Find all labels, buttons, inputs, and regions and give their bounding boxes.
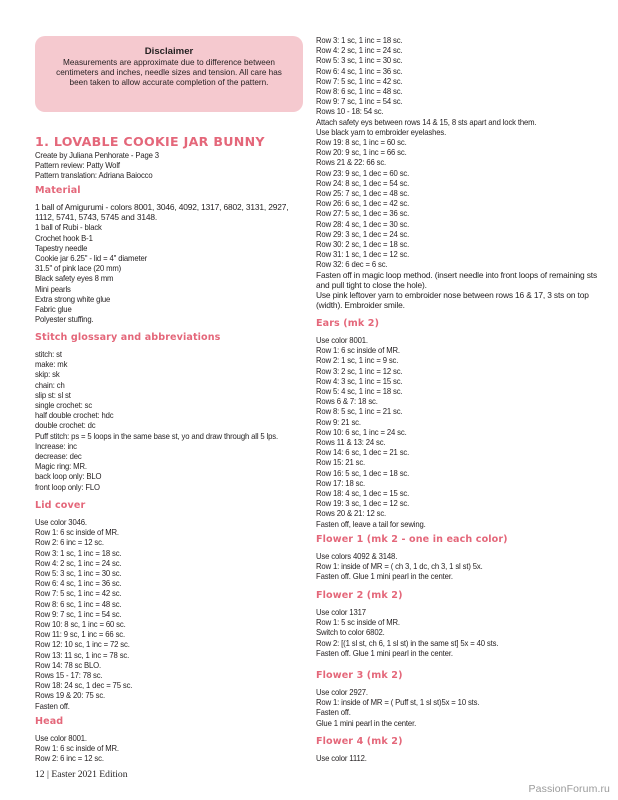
glossary-section — [35, 332, 303, 492]
list-item: Use color 1112. — [316, 753, 367, 763]
footer-divider: | — [47, 769, 52, 780]
list-item: Increase: inc — [35, 440, 77, 451]
list-item: Row 24: 8 sc, 1 dec = 54 sc. — [316, 177, 410, 188]
list-item: Rows 11 & 13: 24 sc. — [316, 437, 386, 448]
section-heading: Material — [35, 185, 81, 196]
list-item: Row 2: 1 sc, 1 inc = 9 sc. — [316, 355, 399, 366]
list-item: Rows 6 & 7: 18 sc. — [316, 396, 378, 407]
list-item: Row 3: 1 sc, 1 inc = 18 sc. — [35, 547, 122, 558]
list-item: Row 12: 10 sc, 1 inc = 72 sc. — [35, 639, 130, 650]
list-item: Row 3: 2 sc, 1 inc = 12 sc. — [316, 365, 403, 376]
list-item: Magic ring: MR. — [35, 461, 87, 472]
lid-section — [35, 500, 303, 711]
list-item: Row 8: 6 sc, 1 inc = 48 sc. — [316, 86, 403, 97]
list-item: Row 7: 5 sc, 1 inc = 42 sc. — [35, 588, 122, 599]
material-section — [35, 185, 303, 324]
list-item: Row 27: 5 sc, 1 dec = 36 sc. — [316, 208, 410, 219]
list-item: half double crochet: hdc — [35, 410, 114, 421]
list-item: stitch: st — [35, 349, 62, 359]
list-item: Row 25: 7 sc, 1 dec = 48 sc. — [316, 188, 410, 199]
list-item: Row 8: 5 sc, 1 inc = 21 sc. — [316, 406, 403, 417]
list-item: Row 16: 5 sc, 1 dec = 18 sc. — [316, 467, 410, 478]
pattern-title: 1. LOVABLE COOKIE JAR BUNNY — [35, 134, 265, 149]
list-item: Row 5: 3 sc, 1 inc = 30 sc. — [316, 55, 403, 66]
list-item: Row 4: 2 sc, 1 inc = 24 sc. — [35, 557, 122, 568]
list-item: Row 29: 3 sc, 1 dec = 24 sc. — [316, 228, 410, 239]
list-item: Row 19: 8 sc, 1 inc = 60 sc. — [316, 137, 407, 148]
list-item: Use color 1317 — [316, 607, 366, 617]
list-item: Use color 8001. — [35, 733, 87, 743]
watermark: PassionForum.ru — [528, 783, 610, 795]
flower3-section — [316, 670, 606, 728]
list-item: Row 31: 1 sc, 1 dec = 12 sc. — [316, 249, 410, 260]
list-item: Glue 1 mini pearl in the center. — [316, 717, 417, 728]
list-item: Rows 10 - 18: 54 sc. — [316, 106, 384, 117]
page-number: 12 — [35, 769, 45, 780]
list-item: Fasten off. — [316, 707, 351, 718]
list-item: Row 1: 6 sc inside of MR. — [35, 743, 119, 754]
flower1-section — [316, 534, 606, 582]
page-footer — [35, 769, 128, 780]
list-item: chain: ch — [35, 379, 65, 390]
list-item: Row 19: 3 sc, 1 dec = 12 sc. — [316, 498, 410, 509]
flower4-section — [316, 736, 606, 763]
list-item: Row 5: 4 sc, 1 inc = 18 sc. — [316, 386, 403, 397]
list-item: Row 13: 11 sc, 1 inc = 78 sc. — [35, 649, 130, 660]
list-item: Row 10: 8 sc, 1 inc = 60 sc. — [35, 619, 126, 630]
credit-line: Create by Juliana Penhorate - Page 3 — [35, 150, 159, 160]
section-heading: Flower 3 (mk 2) — [316, 670, 403, 681]
list-item: Row 6: 4 sc, 1 inc = 36 sc. — [316, 65, 403, 76]
list-item: decrease: dec — [35, 451, 82, 462]
credit-line: Pattern translation: Adriana Baiocco — [35, 170, 153, 181]
list-item: Row 4: 2 sc, 1 inc = 24 sc. — [316, 45, 403, 56]
list-item: Row 4: 3 sc, 1 inc = 15 sc. — [316, 375, 403, 386]
list-item: Use black yarn to embroider eyelashes. — [316, 126, 447, 137]
pattern-header — [35, 134, 303, 181]
list-item: front loop only: FLO — [35, 481, 100, 492]
list-item: Extra strong white glue — [35, 293, 111, 304]
list-item: Row 17: 18 sc. — [316, 477, 366, 488]
yarn-note: 1 ball of Amigurumi - colors 8001, 3046, 4092, 1317, 6802, 3131, 2927, 1112, 5741, 5743, 5745 and 3148. — [35, 202, 289, 223]
list-item: Row 10: 6 sc, 1 inc = 24 sc. — [316, 426, 407, 437]
section-heading: Stitch glossary and abbreviations — [35, 332, 221, 343]
list-item: Use color 2927. — [316, 687, 368, 697]
list-item: Row 2: 6 inc = 12 sc. — [35, 753, 104, 764]
section-heading: Lid cover — [35, 500, 86, 511]
list-item: Row 8: 6 sc, 1 inc = 48 sc. — [35, 598, 122, 609]
list-item: Row 1: inside of MR = ( ch 3, 1 dc, ch 3, 1 sl st) 5x. — [316, 561, 483, 572]
list-item: Use color 8001. — [316, 335, 368, 345]
list-item: Row 26: 6 sc, 1 dec = 42 sc. — [316, 198, 410, 209]
list-item: Row 18: 4 sc, 1 dec = 15 sc. — [316, 488, 410, 499]
list-item: Rows 21 & 22: 66 sc. — [316, 157, 387, 168]
list-item: Switch to color 6802. — [316, 627, 385, 638]
list-item: Row 7: 5 sc, 1 inc = 42 sc. — [316, 75, 403, 86]
list-item: Row 1: 6 sc inside of MR. — [316, 345, 400, 356]
list-item: Fasten off. Glue 1 mini pearl in the center. — [316, 647, 453, 658]
list-item: Row 9: 21 sc. — [316, 416, 361, 427]
list-item: Row 14: 6 sc, 1 dec = 21 sc. — [316, 447, 410, 458]
list-item: Row 3: 1 sc, 1 inc = 18 sc. — [316, 35, 403, 45]
list-item: Use colors 4092 & 3148. — [316, 551, 398, 561]
fasten-note: Fasten off in magic loop method. (insert needle into front loops of remaining sts and pull tight to close the hole). — [316, 269, 597, 290]
list-item: Use color 3046. — [35, 517, 87, 527]
list-item: Polyester stuffing. — [35, 314, 94, 325]
list-item: Fabric glue — [35, 304, 72, 315]
section-heading: Head — [35, 716, 64, 727]
list-item: Row 9: 7 sc, 1 inc = 54 sc. — [35, 608, 122, 619]
list-item: double crochet: dc — [35, 420, 96, 431]
list-item: Row 15: 21 sc. — [316, 457, 366, 468]
list-item: Rows 15 - 17: 78 sc. — [35, 670, 103, 681]
ears-section — [316, 318, 606, 529]
section-heading: Flower 4 (mk 2) — [316, 736, 403, 747]
list-item: Row 5: 3 sc, 1 inc = 30 sc. — [35, 568, 122, 579]
list-item: Row 2: 6 inc = 12 sc. — [35, 537, 104, 548]
list-item: Puff stitch: ps = 5 loops in the same base st, yo and draw through all 5 lps. — [35, 430, 279, 441]
list-item: Row 11: 9 sc, 1 inc = 66 sc. — [35, 629, 126, 640]
list-item: 31.5" of pink lace (20 mm) — [35, 263, 122, 274]
list-item: Row 23: 9 sc, 1 dec = 60 sc. — [316, 167, 410, 178]
list-item: Cookie jar 6.25" - lid = 4" diameter — [35, 253, 148, 264]
head-section — [35, 716, 303, 764]
list-item: Fasten off. Glue 1 mini pearl in the center. — [316, 571, 453, 582]
list-item: Row 18: 24 sc, 1 dec = 75 sc. — [35, 680, 133, 691]
list-item: Rows 19 & 20: 75 sc. — [35, 690, 106, 701]
disclaimer-title: Disclaimer — [144, 46, 194, 57]
list-item: Fasten off. — [35, 700, 70, 711]
list-item: Row 28: 4 sc, 1 dec = 30 sc. — [316, 218, 410, 229]
list-item: Row 9: 7 sc, 1 inc = 54 sc. — [316, 96, 403, 107]
list-item: 1 ball of Rubi - black — [35, 222, 102, 233]
list-item: Fasten off, leave a tail for sewing. — [316, 518, 426, 529]
list-item: skip: sk — [35, 369, 60, 380]
list-item: Mini pearls — [35, 283, 71, 294]
list-item: Black safety eyes 8 mm — [35, 273, 114, 284]
list-item: Attach safety eys between rows 14 & 15, 8 sts apart and lock them. — [316, 116, 537, 127]
list-item: Row 1: 5 sc inside of MR. — [316, 617, 400, 628]
credit-line: Pattern review: Patty Wolf — [35, 160, 120, 171]
list-item: back loop only: BLO — [35, 471, 102, 482]
flower2-section — [316, 590, 606, 658]
list-item: Tapestry needle — [35, 242, 88, 253]
list-item: make: mk — [35, 359, 68, 370]
list-item: Row 2: [(1 sl st, ch 6, 1 sl st) in the same st] 5x = 40 sts. — [316, 637, 499, 648]
list-item: Row 14: 78 sc BLO. — [35, 659, 102, 670]
list-item: Crochet hook B-1 — [35, 232, 93, 243]
disclaimer-text: Measurements are approximate due to difference between centimeters and inches, needle sizes and tension. All care has been taken to allow accurate completion of the pattern. — [56, 58, 282, 87]
section-heading: Flower 1 (mk 2 - one in each color) — [316, 534, 508, 545]
nose-note: Use pink leftover yarn to embroider nose between rows 16 & 17, 3 sts on top (width). Embroider smile. — [316, 290, 589, 311]
edition-label: Easter 2021 Edition — [51, 769, 128, 780]
list-item: Row 1: inside of MR = ( Puff st, 1 sl st)5x = 10 sts. — [316, 697, 480, 708]
section-heading: Flower 2 (mk 2) — [316, 590, 403, 601]
disclaimer-box — [35, 36, 303, 112]
list-item: Row 1: 6 sc inside of MR. — [35, 527, 119, 538]
list-item: Row 6: 4 sc, 1 inc = 36 sc. — [35, 578, 122, 589]
list-item: Row 30: 2 sc, 1 dec = 18 sc. — [316, 239, 410, 250]
list-item: Row 32: 6 dec = 6 sc. — [316, 259, 388, 270]
list-item: slip st: sl st — [35, 389, 71, 400]
head-continued — [316, 35, 606, 310]
section-heading: Ears (mk 2) — [316, 318, 380, 329]
list-item: Rows 20 & 21: 12 sc. — [316, 508, 387, 519]
list-item: single crochet: sc — [35, 400, 93, 411]
list-item: Row 20: 9 sc, 1 inc = 66 sc. — [316, 147, 407, 158]
